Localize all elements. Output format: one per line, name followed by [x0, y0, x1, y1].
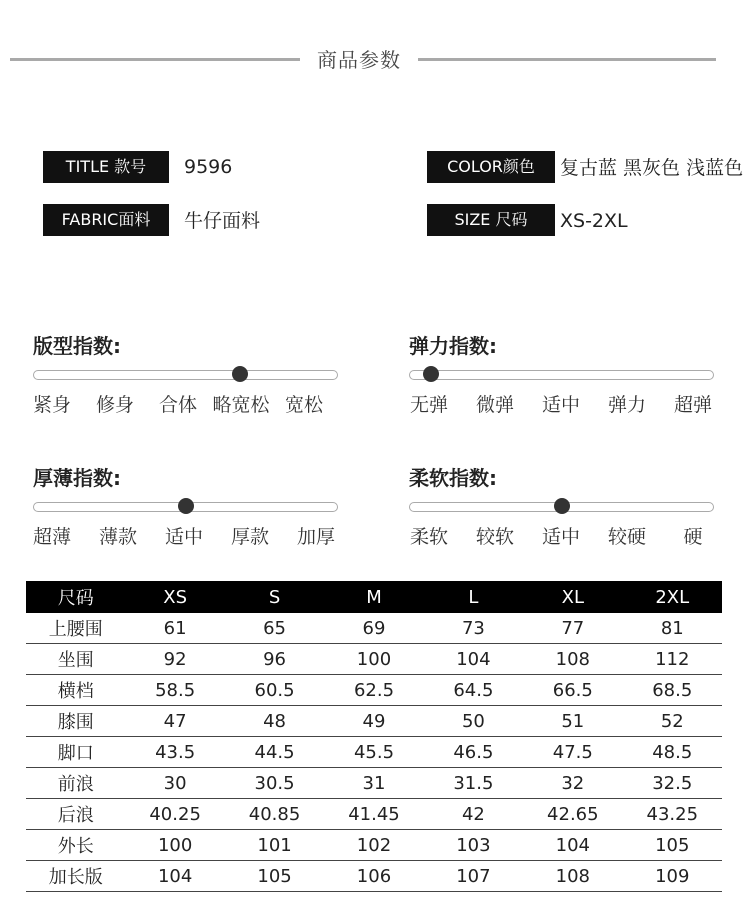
table-cell: 62.5 [324, 675, 423, 706]
table-cell: 64.5 [424, 675, 523, 706]
measure-label: 脚口 [26, 737, 125, 768]
table-cell: 32.5 [623, 768, 722, 799]
index-level-label: 微弹 [475, 394, 515, 416]
index-level-label: 柔软 [409, 526, 449, 548]
header-cell: 尺码 [26, 581, 125, 613]
index-level-label: 适中 [164, 526, 204, 548]
table-row [26, 644, 722, 675]
table-cell: 73 [424, 613, 523, 644]
table-cell: 61 [125, 613, 224, 644]
table-cell: 106 [324, 861, 423, 892]
table-cell: 103 [424, 830, 523, 861]
table-cell: 107 [424, 861, 523, 892]
index-level-label: 厚款 [230, 526, 270, 548]
index-level-label: 适中 [541, 526, 581, 548]
index-slider-track [33, 370, 338, 380]
index-level-label: 修身 [95, 394, 135, 416]
table-cell: 41.45 [324, 799, 423, 830]
size-table [26, 581, 722, 892]
table-cell: 112 [623, 644, 722, 675]
measure-label: 外长 [26, 830, 125, 861]
index-slider-track [33, 502, 338, 512]
table-cell: 32 [523, 768, 622, 799]
index-level-label: 合体 [158, 394, 198, 416]
table-row [26, 861, 722, 892]
table-cell: 43.25 [623, 799, 722, 830]
table-cell: 58.5 [125, 675, 224, 706]
table-cell: 48 [225, 706, 324, 737]
header-cell: XL [523, 581, 622, 613]
index-slider-knob [232, 366, 248, 382]
index-level-label: 较硬 [607, 526, 647, 548]
table-cell: 52 [623, 706, 722, 737]
header-cell: S [225, 581, 324, 613]
table-cell: 81 [623, 613, 722, 644]
table-cell: 43.5 [125, 737, 224, 768]
table-cell: 69 [324, 613, 423, 644]
index-level-label: 无弹 [409, 394, 449, 416]
index-title: 弹力指数: [409, 334, 497, 358]
index-title: 版型指数: [33, 334, 121, 358]
title-tag: TITLE 款号 [43, 151, 169, 183]
measure-label: 加长版 [26, 861, 125, 892]
index-level-label: 较软 [475, 526, 515, 548]
measure-label: 上腰围 [26, 613, 125, 644]
table-cell: 102 [324, 830, 423, 861]
measure-label: 坐围 [26, 644, 125, 675]
table-cell: 31 [324, 768, 423, 799]
table-cell: 51 [523, 706, 622, 737]
table-cell: 108 [523, 644, 622, 675]
table-row [26, 830, 722, 861]
header-cell: L [424, 581, 523, 613]
table-cell: 104 [424, 644, 523, 675]
index-slider-knob [423, 366, 439, 382]
table-cell: 92 [125, 644, 224, 675]
index-level-label: 紧身 [32, 394, 72, 416]
table-cell: 109 [623, 861, 722, 892]
table-cell: 77 [523, 613, 622, 644]
index-level-label: 超薄 [32, 526, 72, 548]
table-cell: 105 [623, 830, 722, 861]
table-cell: 47 [125, 706, 224, 737]
table-cell: 68.5 [623, 675, 722, 706]
table-cell: 40.85 [225, 799, 324, 830]
table-row [26, 737, 722, 768]
table-cell: 31.5 [424, 768, 523, 799]
table-cell: 46.5 [424, 737, 523, 768]
header-cell: 2XL [623, 581, 722, 613]
measure-label: 前浪 [26, 768, 125, 799]
table-cell: 108 [523, 861, 622, 892]
table-row [26, 799, 722, 830]
table-cell: 50 [424, 706, 523, 737]
table-cell: 105 [225, 861, 324, 892]
index-level-label: 加厚 [296, 526, 336, 548]
header-divider-right [418, 58, 716, 61]
index-title: 厚薄指数: [33, 466, 121, 490]
header-cell: XS [125, 581, 224, 613]
header-divider-left [10, 58, 300, 61]
section-title: 商品参数 [317, 48, 401, 72]
table-cell: 30.5 [225, 768, 324, 799]
color-value: 复古蓝 黑灰色 浅蓝色 [560, 157, 744, 179]
index-slider-knob [178, 498, 194, 514]
index-title: 柔软指数: [409, 466, 497, 490]
index-slider-track [409, 502, 714, 512]
table-row [26, 613, 722, 644]
table-cell: 44.5 [225, 737, 324, 768]
fabric-value: 牛仔面料 [184, 210, 261, 232]
color-tag: COLOR颜色 [427, 151, 555, 183]
table-cell: 100 [324, 644, 423, 675]
table-cell: 96 [225, 644, 324, 675]
title-value: 9596 [184, 156, 233, 178]
table-cell: 30 [125, 768, 224, 799]
measure-label: 横档 [26, 675, 125, 706]
table-cell: 104 [125, 861, 224, 892]
table-row [26, 706, 722, 737]
table-cell: 40.25 [125, 799, 224, 830]
size-table-header [26, 581, 722, 613]
table-row [26, 675, 722, 706]
table-cell: 65 [225, 613, 324, 644]
measure-label: 后浪 [26, 799, 125, 830]
table-cell: 49 [324, 706, 423, 737]
index-level-label: 弹力 [607, 394, 647, 416]
table-cell: 100 [125, 830, 224, 861]
index-level-label: 硬 [683, 526, 703, 548]
table-cell: 48.5 [623, 737, 722, 768]
table-cell: 47.5 [523, 737, 622, 768]
table-cell: 66.5 [523, 675, 622, 706]
measure-label: 膝围 [26, 706, 125, 737]
size-value: XS-2XL [560, 210, 628, 232]
index-level-label: 超弹 [673, 394, 713, 416]
header-cell: M [324, 581, 423, 613]
index-slider-knob [554, 498, 570, 514]
fabric-tag: FABRIC面料 [43, 204, 169, 236]
table-cell: 42.65 [523, 799, 622, 830]
table-cell: 104 [523, 830, 622, 861]
table-cell: 45.5 [324, 737, 423, 768]
size-tag: SIZE 尺码 [427, 204, 555, 236]
index-level-label: 宽松 [284, 394, 324, 416]
index-level-label: 适中 [541, 394, 581, 416]
table-cell: 60.5 [225, 675, 324, 706]
table-cell: 101 [225, 830, 324, 861]
index-level-label: 薄款 [98, 526, 138, 548]
table-row [26, 768, 722, 799]
index-level-label: 略宽松 [212, 394, 270, 416]
index-slider-track [409, 370, 714, 380]
table-cell: 42 [424, 799, 523, 830]
